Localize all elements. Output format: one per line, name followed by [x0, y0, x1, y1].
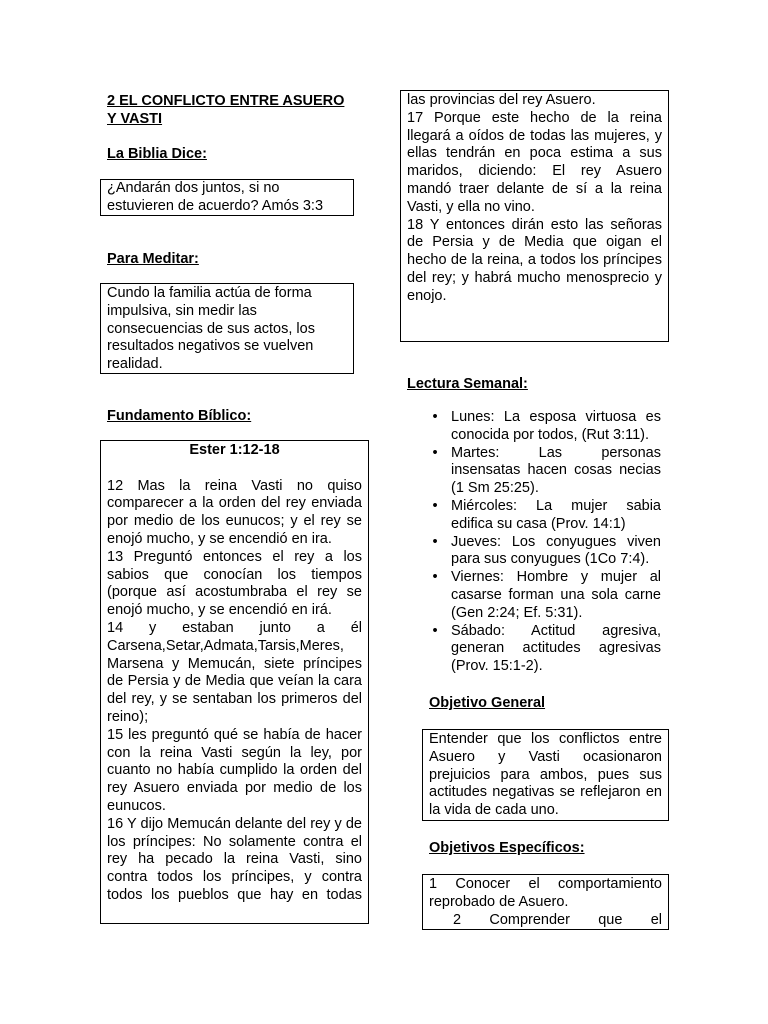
lectura-item-text: Miércoles: La mujer sabia edifica su casa (Prov. 14:1)	[451, 497, 661, 532]
lectura-item-sabado	[428, 623, 661, 676]
section-title-line1: 2 EL CONFLICTO ENTRE ASUERO	[107, 93, 345, 109]
objetivo-general-heading: Objetivo General	[429, 695, 546, 711]
meditar-box	[100, 283, 354, 374]
objetivo-general-text: Entender que los conflictos entre Asuero y Vasti ocasionaron prejuicios para ambos, pues sus actitudes negativas se reflejaron en la vida de cada uno.	[429, 731, 662, 819]
verse-16: 16 Y dijo Memucán delante del rey y de los príncipes: No solamente contra el rey ha pecado la reina Vasti, sino contra todos los príncipes, y contra todos los pueblos que hay en todas	[107, 815, 362, 903]
bullet-icon: •	[432, 497, 438, 514]
fundamento-heading: Fundamento Bíblico:	[107, 408, 252, 424]
section-title-line2: Y VASTI	[107, 110, 163, 127]
bullet-icon: •	[432, 444, 438, 461]
lectura-item-text: Martes: Las personas insensatas hacen cosas necias (1 Sm 25:25).	[451, 444, 661, 497]
biblia-quote-text: ¿Andarán dos juntos, si no estuvieren de acuerdo? Amós 3:3	[107, 180, 324, 214]
bullet-icon: •	[432, 409, 438, 425]
lectura-item-lunes	[428, 409, 661, 445]
verse-15: 15 les preguntó qué se había de hacer con la reina Vasti según la ley, por cuanto no había cumplido la orden del rey Asuero enviada por medio de los eunucos.	[107, 726, 362, 814]
verse-16-continuation: las provincias del rey Asuero.	[407, 92, 596, 108]
lectura-list	[428, 409, 661, 676]
verse-12: 12 Mas la reina Vasti no quiso comparecer a la orden del rey enviada por medio de los eunucos; y el rey se enojó mucho, y se encendió en ira.	[107, 477, 362, 547]
verse-14: 14 y estaban junto a él Carsena,Setar,Admata,Tarsis,Meres, Marsena y Memucán, siete príncipes de Persia y de Media que veían la cara del rey, y se sentaban los primeros del reino);	[107, 619, 362, 725]
especificos-box	[422, 874, 669, 930]
verse-18: 18 Y entonces dirán esto las señoras de Persia y de Media que oigan el hecho de la reina, a todos los príncipes del rey; y habrá mucho menosprecio y enojo.	[407, 216, 662, 304]
lectura-item-miercoles	[428, 498, 661, 534]
meditar-text: Cundo la familia actúa de forma impulsiva, sin medir las consecuencias de sus actos, los resultados negativos se vuelven realidad.	[107, 285, 315, 373]
lectura-item-text: Sábado: Actitud agresiva, generan actitudes agresivas (Prov. 15:1-2).	[451, 622, 661, 675]
section-title	[107, 93, 367, 129]
continuation-box	[400, 90, 669, 342]
especificos-item-1: 1 Conocer el comportamiento reprobado de Asuero.	[429, 876, 662, 910]
passage-reference: Ester 1:12-18	[189, 442, 280, 458]
biblia-heading: La Biblia Dice:	[107, 146, 207, 162]
bullet-icon: •	[432, 569, 438, 586]
bullet-icon: •	[432, 533, 438, 550]
lectura-item-jueves	[428, 534, 661, 570]
especificos-item-2: 2 Comprender que el	[453, 911, 662, 928]
verse-17: 17 Porque este hecho de la reina llegará a oídos de todas las mujeres, y ellas tendrán en poca estima a sus maridos, diciendo: El rey Asuero mandó traer delante de sí a la reina Vasti, y ella no vino.	[407, 109, 662, 215]
lectura-heading: Lectura Semanal:	[407, 376, 528, 392]
meditar-heading: Para Meditar:	[107, 251, 199, 267]
lectura-item-text: Jueves: Los conyugues viven para sus conyugues (1Co 7:4).	[451, 533, 661, 568]
scripture-box	[100, 440, 369, 924]
bullet-icon: •	[432, 622, 438, 639]
lectura-item-text: Lunes: La esposa virtuosa es conocida por todos, (Rut 3:11).	[451, 409, 661, 443]
lectura-item-viernes	[428, 569, 661, 622]
verse-13: 13 Preguntó entonces el rey a los sabios que conocían los tiempos (porque así acostumbraba el rey se enojó mucho, y se encendió en irá.	[107, 548, 362, 619]
especificos-heading: Objetivos Específicos:	[429, 840, 585, 856]
objetivo-general-box	[422, 729, 669, 821]
biblia-quote-box	[100, 179, 354, 216]
lectura-item-text: Viernes: Hombre y mujer al casarse forman una sola carne (Gen 2:24; Ef. 5:31).	[451, 569, 661, 621]
lectura-item-martes	[428, 445, 661, 498]
